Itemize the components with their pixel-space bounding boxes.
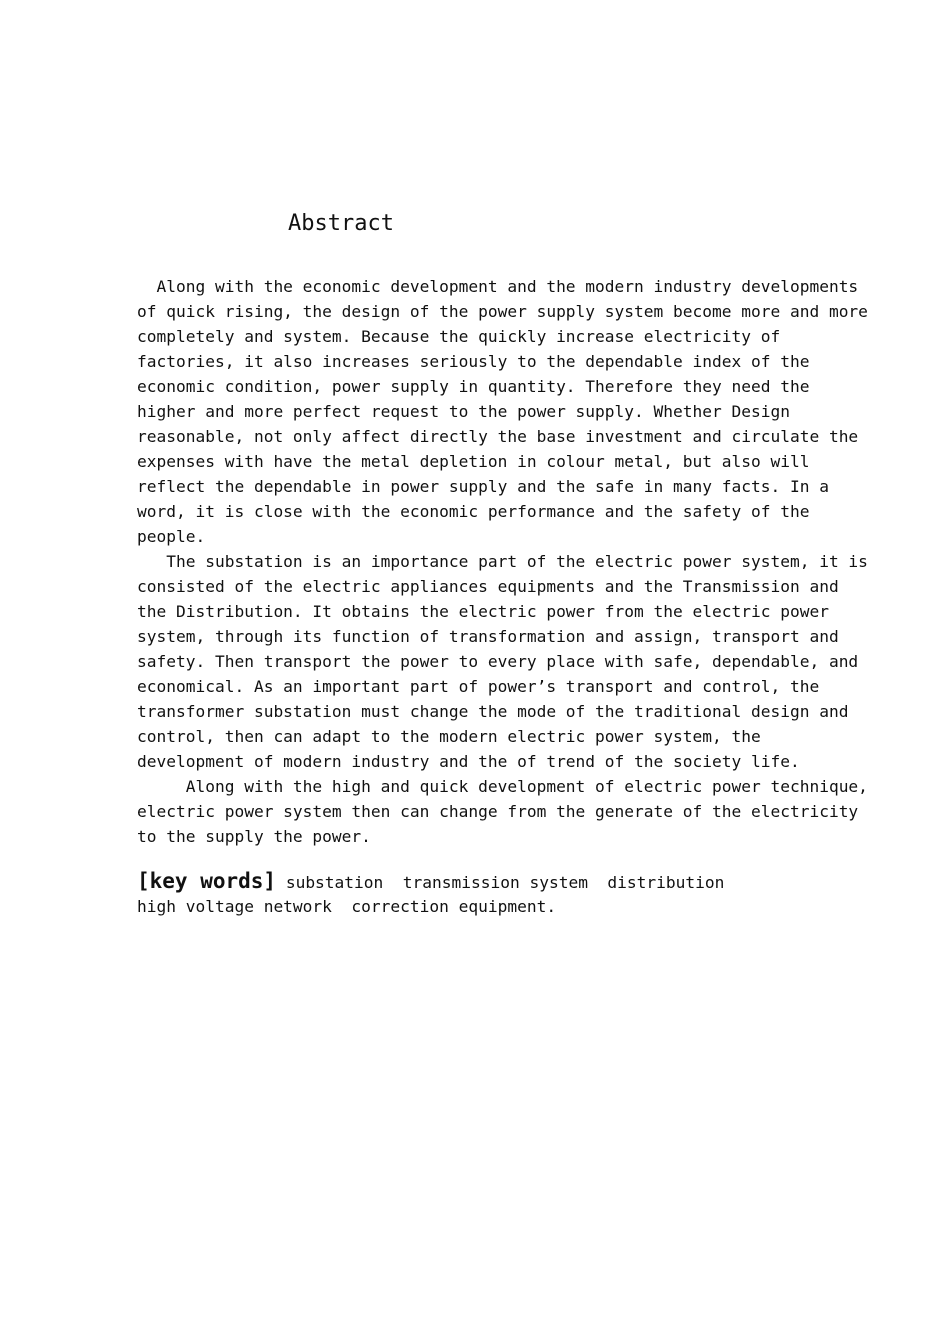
text-line: factories, it also increases seriously to the dependable index of the [137,352,810,371]
keywords-section [137,869,872,919]
text-line: system, through its function of transformation and assign, transport and [137,627,839,646]
text-line: to the supply the power. [137,827,371,846]
text-line: economic condition, power supply in quantity. Therefore they need the [137,377,810,396]
abstract-body [137,274,872,849]
text-line: electric power system then can change from the generate of the electricity [137,802,859,821]
text-line: control, then can adapt to the modern electric power system, the [137,727,761,746]
text-line: higher and more perfect request to the power supply. Whether Design [137,402,790,421]
text-line: consisted of the electric appliances equipments and the Transmission and [137,577,839,596]
text-line: completely and system. Because the quickly increase electricity of [137,327,781,346]
text-line: the Distribution. It obtains the electric power from the electric power [137,602,829,621]
text-line: people. [137,527,206,546]
text-line: development of modern industry and the of trend of the society life. [137,752,800,771]
text-line: of quick rising, the design of the power supply system become more and more [137,302,868,321]
keywords-label: [key words] [137,869,277,893]
text-line: The substation is an importance part of the electric power system, it is [137,552,868,571]
text-line: reflect the dependable in power supply and the safe in many facts. In a [137,477,829,496]
keywords-line-1 [137,869,872,895]
paragraph-1 [137,274,872,549]
keywords-line-2: high voltage network correction equipment. [137,897,557,916]
text-line: expenses with have the metal depletion in colour metal, but also will [137,452,810,471]
paragraph-2 [137,549,872,774]
text-line: economical. As an important part of power’s transport and control, the [137,677,820,696]
text-line: Along with the high and quick development of electric power technique, [137,777,868,796]
text-line: reasonable, not only affect directly the base investment and circulate the [137,427,859,446]
text-line: safety. Then transport the power to every place with safe, dependable, and [137,652,859,671]
text-line: word, it is close with the economic performance and the safety of the [137,502,810,521]
abstract-title: Abstract [288,211,394,236]
text-line: Along with the economic development and the modern industry developments [137,277,859,296]
text-line: transformer substation must change the mode of the traditional design and [137,702,849,721]
paragraph-3 [137,774,872,849]
keywords-list-1: substation transmission system distribution [276,873,725,892]
